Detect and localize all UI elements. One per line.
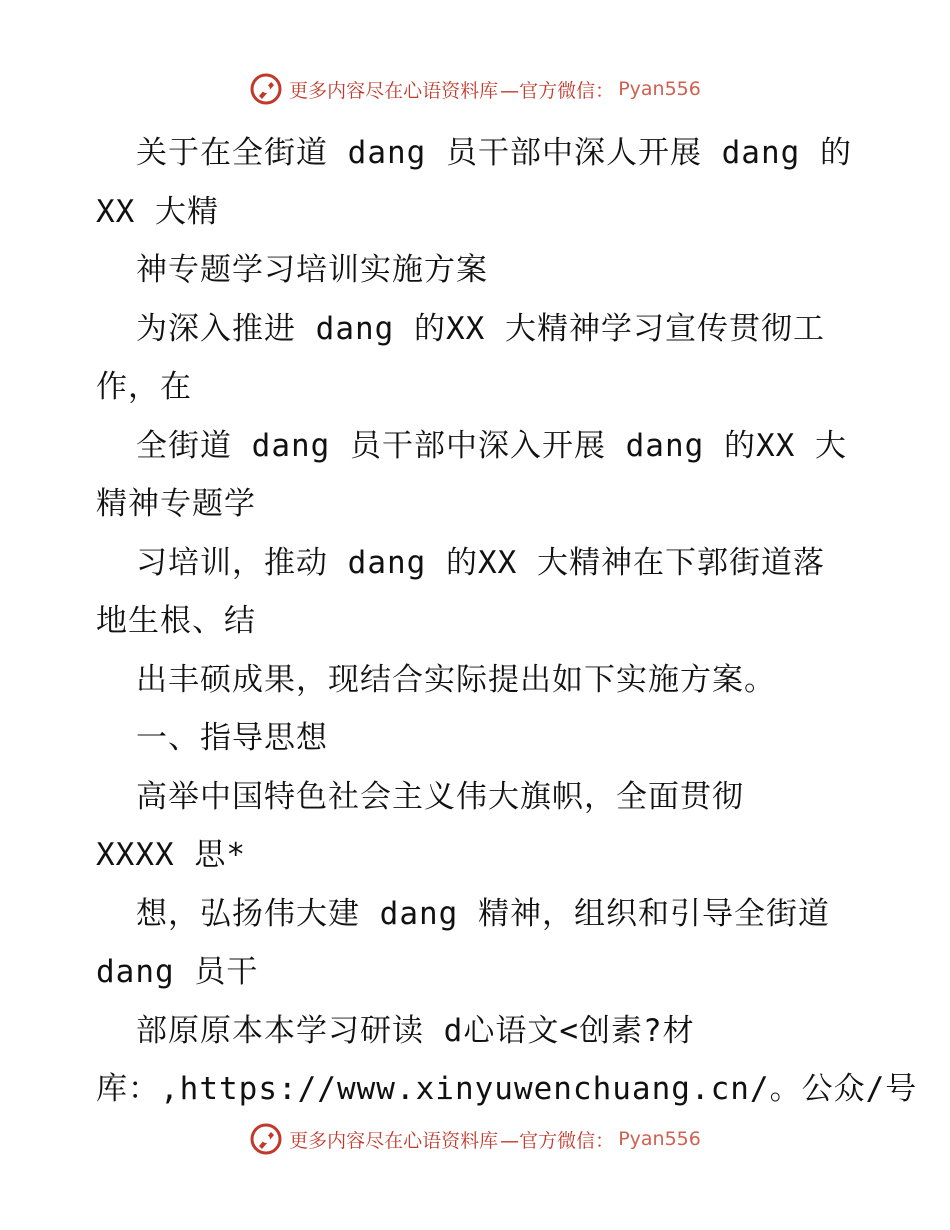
text-line: XX 大精 [96,193,219,230]
text-line: 全街道 dang 员干部中深入开展 dang 的XX 大 [136,427,847,464]
text-line: 精神专题学 [96,486,256,522]
text-line: 库：,https://www.xinyuwenchuang.cn/。公众/号 [96,1071,918,1107]
banner-main-text: 更多内容尽在心语资料库 [289,79,499,102]
banner-contact-text: Pyan556 [618,78,701,100]
pen-logo-icon [249,72,283,106]
text-line: 作，在 [96,369,192,405]
text-line: XXXX 思* [96,837,246,873]
banner-sep-text: —官方微信： [500,79,615,102]
text-line: 地生根、结 [96,603,256,639]
pen-logo-icon [249,1122,283,1156]
text-line: 关于在全街道 dang 员干部中深人开展 dang 的 [136,135,852,171]
banner-contact-text: Pyan556 [618,1128,701,1150]
text-line: 想，弘扬伟大建 dang 精神，组织和引导全街道 [136,895,830,932]
footer-banner [0,1122,950,1156]
text-line: 高举中国特色社会主义伟大旗帜，全面贯彻 [136,778,744,815]
text-line: 一、指导思想 [136,720,328,756]
text-line: 习培训，推动 dang 的XX 大精神在下郭街道落 [136,544,825,581]
header-banner [0,72,950,106]
text-line: 为深入推进 dang 的XX 大精神学习宣传贯彻工 [136,310,825,347]
banner-sep-text: —官方微信： [500,1129,615,1152]
banner-main-text: 更多内容尽在心语资料库 [289,1129,499,1152]
document-body [96,124,918,1119]
text-line: 部原原本本学习研读 d心语文<创素?材 [136,1012,695,1049]
text-line: dang 员干 [96,954,259,990]
text-line: 神专题学习培训实施方案 [136,252,488,288]
text-line: 出丰硕成果，现结合实际提出如下实施方案。 [136,661,776,698]
